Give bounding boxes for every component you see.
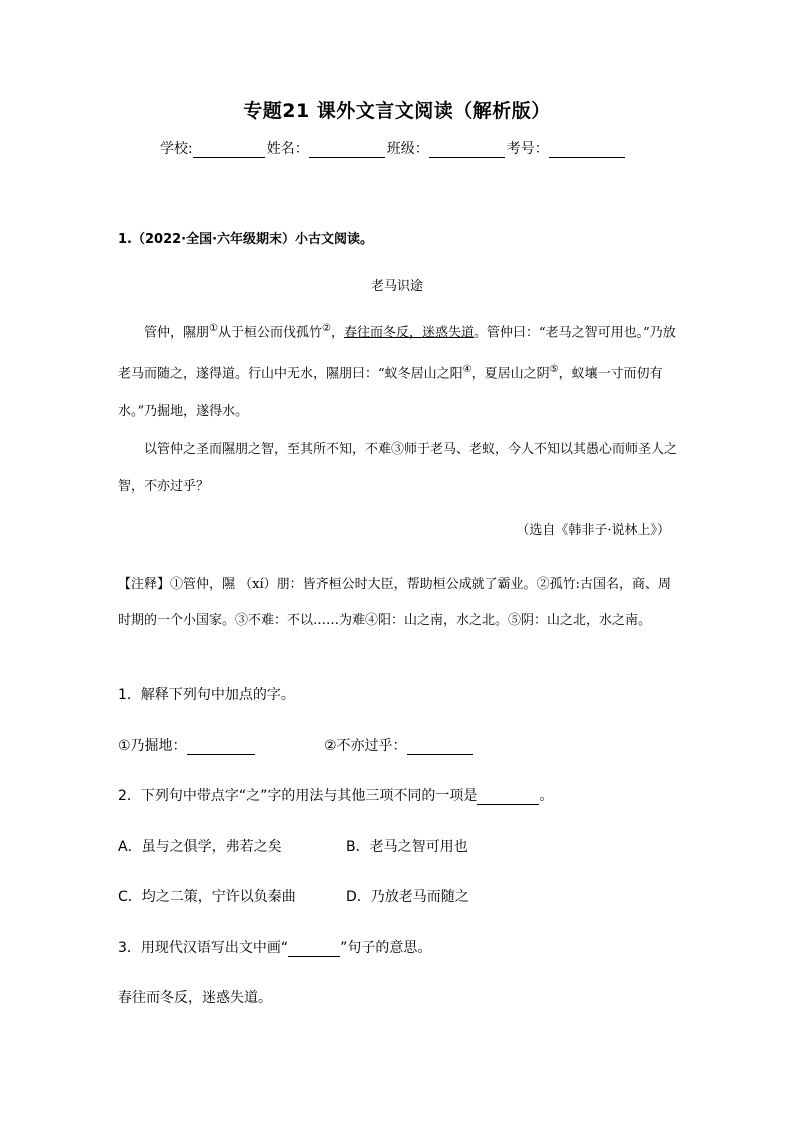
school-blank[interactable] xyxy=(193,143,265,158)
underlined-sentence: 春往而冬反，迷惑失道 xyxy=(343,325,474,341)
footnote-marker-4: ④ xyxy=(462,364,472,376)
option-d[interactable]: D．乃放老马而随之 xyxy=(346,889,469,905)
answer-blank-3[interactable] xyxy=(477,788,539,805)
underline-marker xyxy=(288,940,340,957)
sub-question-1-item-1 xyxy=(118,735,255,755)
question-heading: 1.（2022·全国·六年级期末）小古文阅读。 xyxy=(118,232,374,247)
passage-paragraph-2: 以管仲之圣而隰朋之智，至其所不知，不难③师于老马、老蚁，今人不知以其愚心而师圣人之智，不亦过乎？ xyxy=(118,442,678,494)
footnote-marker-2: ② xyxy=(322,323,331,334)
item2-label: ②不亦过乎： xyxy=(324,738,407,754)
passage-title: 老马识途 xyxy=(370,279,423,294)
name-label: 姓名： xyxy=(266,141,309,157)
annotation-notes: 【注释】①管仲，隰 （xí）朋：皆齐桓公时大臣，帮助桓公成就了霸业。②孤竹:古国名，商、周时期的一个小国家。③不难：不以……为难④阳：山之南，水之北。⑤阴：山之北，水之南。 xyxy=(118,577,672,628)
option-c[interactable]: C．均之二策，宁许以负秦曲 xyxy=(118,889,296,905)
class-blank[interactable] xyxy=(429,143,505,158)
sub2-prompt-text: 2．下列句中带点字“之”字的用法与其他三项不同的一项是 xyxy=(118,788,478,804)
passage-source: （选自《韩非子·说林上》） xyxy=(516,523,670,538)
exam-no-blank[interactable] xyxy=(549,143,625,158)
footnote-marker-1: ① xyxy=(209,323,218,334)
option-b[interactable]: B．老马之智可用也 xyxy=(346,839,468,855)
para1-text-c: ， xyxy=(330,325,344,341)
student-info-row xyxy=(160,138,627,158)
sub-question-3-prompt xyxy=(118,937,431,957)
name-blank[interactable] xyxy=(309,143,385,158)
class-label: 班级： xyxy=(386,141,429,157)
page-title: 专题21 课外文言文阅读（解析版） xyxy=(243,100,551,122)
answer-blank-2[interactable] xyxy=(407,738,473,755)
item1-label: ①乃掘地： xyxy=(118,738,187,754)
para1-text-a: 管仲，隰朋 xyxy=(144,325,210,341)
sub3-prompt-end: ”句子的意思。 xyxy=(340,940,432,956)
footnote-marker-5: ⑤ xyxy=(549,364,559,376)
passage-paragraph-1 xyxy=(118,310,678,430)
para1-text-b: 从于桓公而伐孤竹 xyxy=(217,325,322,341)
sub-question-3-sentence: 春往而冬反，迷惑失道。 xyxy=(118,990,272,1006)
exam-no-label: 考号： xyxy=(506,141,549,157)
para1-text-d: 。管仲曰：“老马之智可用也。”乃放老马而随之，遂得道。行山中无水，隰朋曰：“蚁冬居山之阳 xyxy=(118,325,676,382)
para1-text-f: ，蚁壤一寸而仞有水。”乃掘地，遂得水。 xyxy=(118,366,663,419)
sub2-prompt-end: 。 xyxy=(539,788,554,804)
sub-question-1-item-2 xyxy=(324,735,473,755)
sub-question-1-prompt: 1．解释下列句中加点的字。 xyxy=(118,687,295,703)
sub3-prompt-text: 3．用现代汉语写出文中画“ xyxy=(118,940,289,956)
answer-blank-1[interactable] xyxy=(187,738,255,755)
school-label: 学校: xyxy=(160,141,193,157)
option-a[interactable]: A．虽与之俱学，弗若之矣 xyxy=(118,839,282,855)
para1-text-e: ，夏居山之阴 xyxy=(471,366,550,382)
sub-question-2-prompt xyxy=(118,785,553,805)
